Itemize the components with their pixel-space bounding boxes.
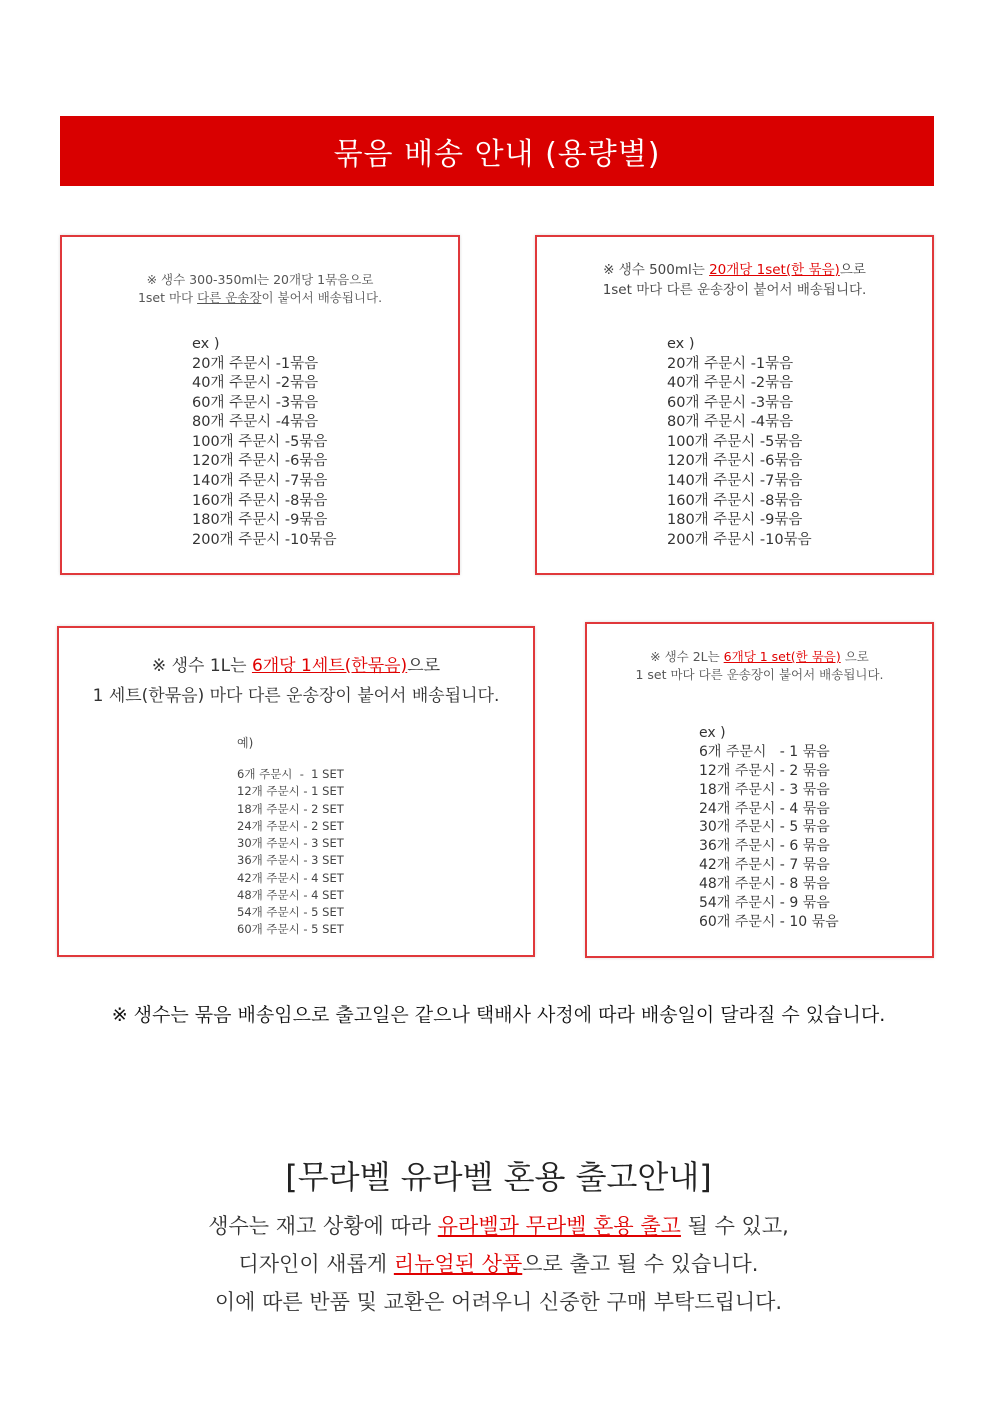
box-heading bbox=[59, 652, 533, 712]
list-item: 40개 주문시 -2묶음 bbox=[192, 375, 319, 392]
list-item: 42개 주문시 - 7 묶음 bbox=[699, 857, 830, 874]
box-heading-line1 bbox=[59, 652, 533, 682]
section-line1 bbox=[0, 1208, 997, 1246]
example-list bbox=[237, 766, 344, 939]
section-text: 될 수 있고, bbox=[680, 1214, 789, 1238]
list-item: 18개 주문시 - 3 묶음 bbox=[699, 781, 830, 798]
example-title: 예) bbox=[237, 736, 254, 750]
list-item: 60개 주문시 -3묶음 bbox=[667, 394, 794, 411]
heading-highlight: 6개당 1 set(한 묶음) bbox=[723, 649, 841, 664]
section-highlight: 리뉴얼된 상품 bbox=[393, 1251, 523, 1276]
heading-text: 이 붙어서 배송됩니다. bbox=[261, 290, 383, 306]
list-item: ex ) bbox=[192, 336, 220, 352]
info-box-1l bbox=[57, 626, 535, 957]
list-item: ex ) bbox=[699, 725, 726, 741]
heading-text: ※ 생수 2L는 bbox=[650, 649, 724, 664]
box-heading-line2 bbox=[62, 289, 458, 307]
list-item: 120개 주문시 -6묶음 bbox=[667, 453, 803, 470]
list-item: 54개 주문시 - 9 묶음 bbox=[699, 895, 830, 912]
list-item: 30개 주문시 - 3 SET bbox=[237, 836, 344, 850]
list-item: 140개 주문시 -7묶음 bbox=[192, 472, 328, 489]
list-item: 180개 주문시 -9묶음 bbox=[667, 512, 803, 529]
list-item: 6개 주문시 - 1 SET bbox=[237, 767, 344, 781]
list-item: 48개 주문시 - 4 SET bbox=[237, 887, 344, 902]
list-item: 6개 주문시 - 1 묶음 bbox=[699, 743, 830, 760]
example-list bbox=[192, 335, 337, 550]
list-item: 12개 주문시 - 1 SET bbox=[237, 784, 344, 799]
heading-highlight: 6개당 1세트(한묶음) bbox=[251, 656, 408, 676]
list-item: 100개 주문시 -5묶음 bbox=[192, 433, 328, 450]
list-item: 80개 주문시 -4묶음 bbox=[192, 414, 319, 431]
list-item: 160개 주문시 -8묶음 bbox=[667, 492, 803, 509]
box-heading bbox=[62, 271, 458, 307]
box-heading-line1: ※ 생수 300-350ml는 20개당 1묶음으로 bbox=[146, 272, 374, 287]
heading-text: 으로 bbox=[407, 656, 441, 676]
list-item: 160개 주문시 -8묶음 bbox=[192, 492, 328, 509]
section-title: [무라벨 유라벨 혼용 출고안내] bbox=[285, 1158, 712, 1196]
box-heading-line2: 1set 마다 다른 운송장이 붙어서 배송됩니다. bbox=[602, 281, 867, 298]
list-item: 180개 주문시 -9묶음 bbox=[192, 512, 328, 529]
list-item: 36개 주문시 - 3 SET bbox=[237, 853, 344, 868]
section-line3: 이에 따른 반품 및 교환은 어려우니 신중한 구매 부탁드립니다. bbox=[214, 1289, 783, 1314]
section-text: 생수는 재고 상황에 따라 bbox=[208, 1214, 438, 1238]
box-heading bbox=[587, 648, 932, 684]
info-box-500ml bbox=[535, 235, 934, 575]
list-item: 60개 주문시 - 5 SET bbox=[237, 922, 344, 937]
heading-text: 으로 bbox=[840, 649, 869, 664]
section-body bbox=[0, 1208, 997, 1321]
list-item: 60개 주문시 - 10 묶음 bbox=[699, 913, 839, 930]
banner-title: 묶음 배송 안내 (용량별) bbox=[333, 137, 661, 172]
page-banner bbox=[60, 116, 934, 186]
box-heading-line2: 1 set 마다 다른 운송장이 붙어서 배송됩니다. bbox=[635, 667, 884, 683]
example-list bbox=[667, 335, 812, 550]
example-list bbox=[699, 724, 839, 932]
heading-highlight: 20개당 1set(한 묶음) bbox=[709, 262, 840, 278]
info-box-2l bbox=[585, 622, 934, 958]
list-item: 60개 주문시 -3묶음 bbox=[192, 394, 319, 411]
list-item: 40개 주문시 -2묶음 bbox=[667, 375, 794, 392]
list-item: 120개 주문시 -6묶음 bbox=[192, 453, 328, 470]
list-item: ex ) bbox=[667, 336, 695, 352]
heading-highlight: 다른 운송장 bbox=[197, 290, 262, 306]
list-item: 200개 주문시 -10묶음 bbox=[192, 531, 337, 548]
list-item: 140개 주문시 -7묶음 bbox=[667, 472, 803, 489]
delivery-note: ※ 생수는 묶음 배송임으로 출고일은 같으나 택배사 사정에 따라 배송일이 달라질 수 있습니다. bbox=[111, 1004, 886, 1026]
list-item: 36개 주문시 - 6 묶음 bbox=[699, 838, 830, 855]
box-heading-line1 bbox=[587, 648, 932, 666]
info-box-300-350ml bbox=[60, 235, 460, 575]
section-text: 으로 출고 될 수 있습니다. bbox=[522, 1251, 759, 1276]
list-item: 24개 주문시 - 4 묶음 bbox=[699, 800, 830, 817]
section-highlight: 유라벨과 무라벨 혼용 출고 bbox=[437, 1214, 681, 1238]
heading-text: ※ 생수 500ml는 bbox=[603, 262, 710, 278]
section-line2 bbox=[0, 1246, 997, 1284]
list-item: 20개 주문시 -1묶음 bbox=[667, 355, 794, 372]
heading-text: ※ 생수 1L는 bbox=[151, 656, 252, 676]
list-item: 30개 주문시 - 5 묶음 bbox=[699, 819, 830, 836]
box-heading bbox=[537, 261, 932, 300]
list-item: 100개 주문시 -5묶음 bbox=[667, 433, 803, 450]
list-item: 24개 주문시 - 2 SET bbox=[237, 818, 344, 833]
list-item: 54개 주문시 - 5 SET bbox=[237, 905, 344, 919]
list-item: 18개 주문시 - 2 SET bbox=[237, 801, 344, 816]
list-item: 12개 주문시 - 2 묶음 bbox=[699, 762, 830, 779]
heading-text: 1set 마다 bbox=[137, 290, 198, 306]
heading-text: 으로 bbox=[839, 262, 866, 278]
list-item: 48개 주문시 - 8 묶음 bbox=[699, 876, 830, 893]
box-heading-line2: 1 세트(한묶음) 마다 다른 운송장이 붙어서 배송됩니다. bbox=[92, 685, 500, 706]
list-item: 200개 주문시 -10묶음 bbox=[667, 531, 812, 548]
list-item: 80개 주문시 -4묶음 bbox=[667, 414, 794, 431]
list-item: 20개 주문시 -1묶음 bbox=[192, 355, 319, 372]
section-text: 디자인이 새롭게 bbox=[238, 1251, 394, 1276]
box-heading-line1 bbox=[537, 261, 932, 281]
list-item: 42개 주문시 - 4 SET bbox=[237, 870, 344, 885]
